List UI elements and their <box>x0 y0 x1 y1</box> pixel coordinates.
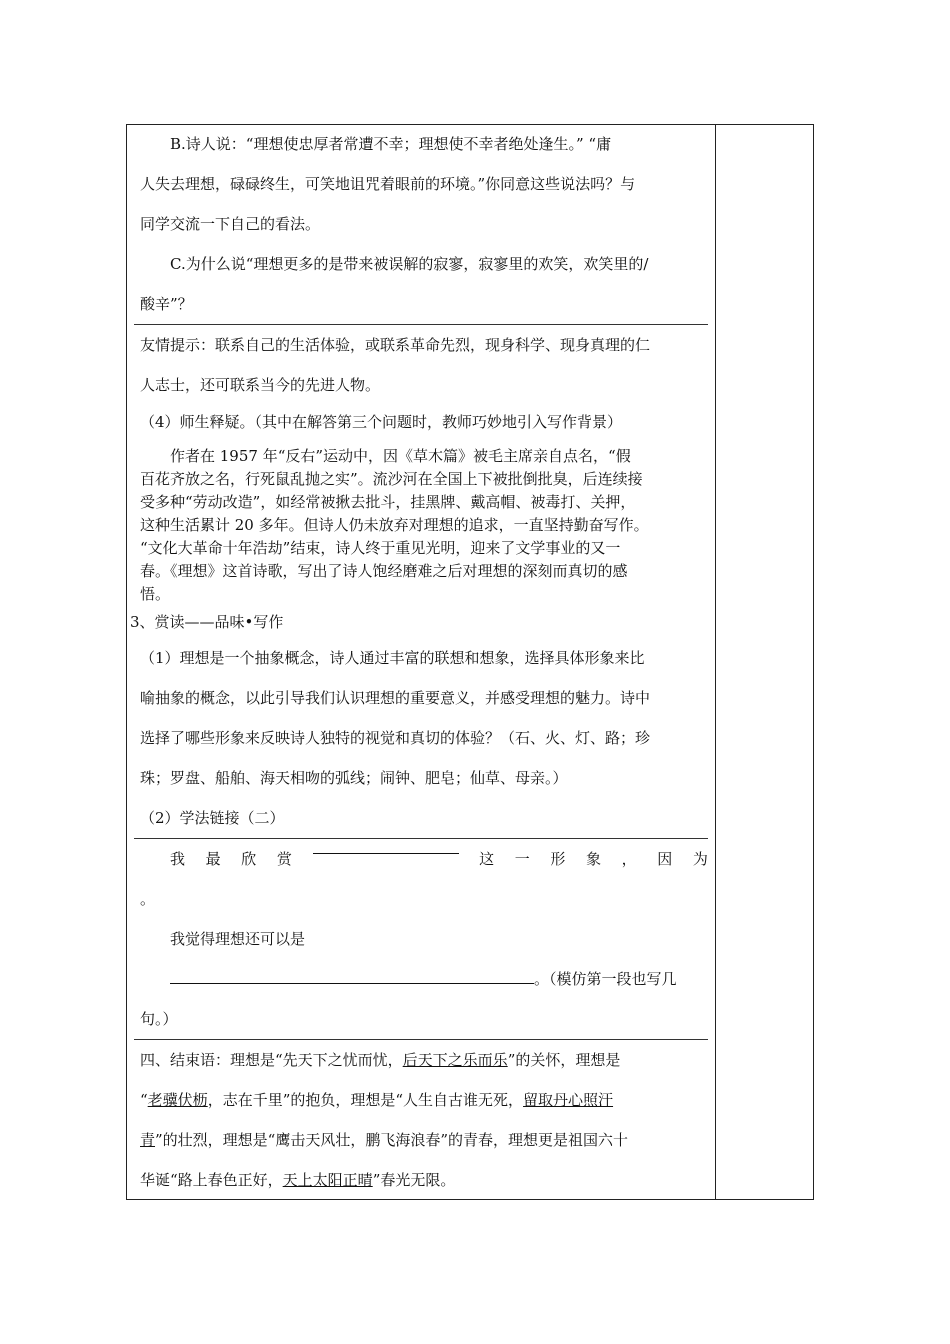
underlined-quote: 留取丹心照汗 <box>523 1091 614 1109</box>
text-line: 春。《理想》这首诗歌，写出了诗人饱经磨难之后对理想的深刻而真切的感 <box>140 562 628 580</box>
text-line: （1）理想是一个抽象概念，诗人通过丰富的联想和想象，选择具体形象来比 <box>140 649 645 667</box>
fill-in-line <box>140 839 708 879</box>
table-column-divider <box>715 124 716 1200</box>
text-line: 百花齐放之名，行死鼠乱抛之实”。流沙河在全国上下被批倒批臭，后连续接 <box>140 470 643 488</box>
underlined-quote: 天上太阳正晴 <box>282 1171 373 1189</box>
closing-line <box>140 1040 708 1080</box>
text-fragment: “ <box>140 1091 148 1109</box>
fill-word: 因 <box>657 850 673 868</box>
section-heading: （4）师生释疑。（其中在解答第三个问题时，教师巧妙地引入写作背景） <box>140 413 623 431</box>
fill-word: 一 <box>514 850 530 868</box>
text-line: 悟。 <box>140 585 171 603</box>
fill-word: 欣 <box>241 850 257 868</box>
text-fragment: ，志在千里”的抱负，理想是“人生自古谁无死， <box>207 1091 524 1109</box>
text-line: 酸辛”？ <box>140 295 193 313</box>
text-line: 受多种“劳动改造”，如经常被揪去批斗，挂黑牌、戴高帽、被毒打、关押， <box>140 493 636 511</box>
text-line: 人失去理想，碌碌终生，可笑地诅咒着眼前的环境。”你同意这些说法吗？与 <box>140 175 636 193</box>
closing-line <box>140 1120 708 1160</box>
fill-in-line <box>140 959 708 999</box>
fill-word: 象 <box>585 850 601 868</box>
text-line: 同学交流一下自己的看法。 <box>140 215 321 233</box>
underlined-quote: 老骥伏枥 <box>147 1091 208 1109</box>
main-cell-content <box>130 124 708 1200</box>
text-line: 人志士，还可联系当今的先进人物。 <box>140 376 381 394</box>
text-line: 选择了哪些形象来反映诗人独特的视觉和真切的体验？（石、火、灯、路；珍 <box>140 729 651 747</box>
text-fragment: 四、结束语：理想是“先天下之忧而忧， <box>140 1051 403 1069</box>
underlined-quote: 后天下之乐而乐 <box>402 1051 508 1069</box>
text-fragment: ”春光无限。 <box>372 1171 456 1189</box>
fill-word: 这 <box>479 850 495 868</box>
text-fragment: ”的关怀，理想是 <box>507 1051 621 1069</box>
text-line: “文化大革命十年浩劫”结束，诗人终于重见光明，迎来了文学事业的又一 <box>140 539 621 557</box>
closing-line <box>140 1160 708 1200</box>
fill-word: 最 <box>205 850 221 868</box>
text-line: 珠；罗盘、船舶、海天相吻的弧线；闹钟、肥皂；仙草、母亲。） <box>140 769 568 787</box>
text-fragment: 华诞“路上春色正好， <box>140 1171 283 1189</box>
fill-word: 形 <box>550 850 566 868</box>
text-fragment: ”的壮烈，理想是“鹰击天风壮，鹏飞海浪春”的青春，理想更是祖国六十 <box>155 1131 629 1149</box>
fill-word: 为 <box>692 850 708 868</box>
underlined-quote: 青 <box>140 1131 156 1149</box>
text-line: 。 <box>140 890 156 908</box>
text-line: 我觉得理想还可以是 <box>170 930 306 948</box>
answer-blank[interactable] <box>170 969 534 984</box>
fill-word: ， <box>621 850 637 868</box>
text-line: C.为什么说“理想更多的是带来被误解的寂寥，寂寥里的欢笑，欢笑里的/ <box>170 255 649 273</box>
text-line: 句。） <box>140 1010 178 1028</box>
answer-blank[interactable] <box>313 839 459 854</box>
text-line: 作者在 1957 年“反右”运动中，因《草木篇》被毛主席亲自点名，“假 <box>170 447 631 465</box>
section-heading: 3、赏读——品味•写作 <box>130 613 284 631</box>
fill-word: 赏 <box>276 850 292 868</box>
text-line: 喻抽象的概念，以此引导我们认识理想的重要意义，并感受理想的魅力。诗中 <box>140 689 651 707</box>
text-line: B.诗人说：“理想使忠厚者常遭不幸；理想使不幸者绝处逢生。” “庸 <box>170 135 612 153</box>
text-line: （2）学法链接（二） <box>140 809 285 827</box>
fill-word: 我 <box>170 850 186 868</box>
text-line: 友情提示：联系自己的生活体验，或联系革命先烈，现身科学、现身真理的仁 <box>140 336 651 354</box>
text-fragment: 。（模仿第一段也写几 <box>534 970 677 988</box>
text-line: 这种生活累计 20 多年。但诗人仍未放弃对理想的追求，一直坚持勤奋写作。 <box>140 516 649 534</box>
closing-line <box>140 1080 708 1120</box>
